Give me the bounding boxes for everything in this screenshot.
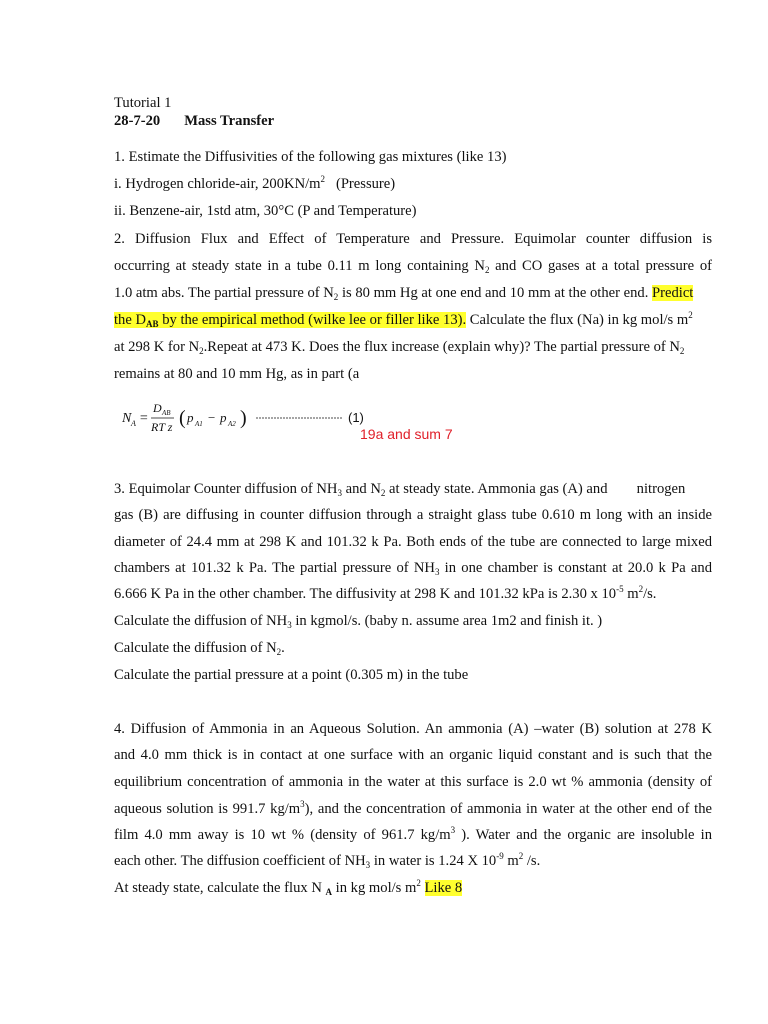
q3-line-2: gas (B) are diffusing in counter diffusion through a straight glass tube 0.610 m long with an inside (114, 507, 712, 523)
q2-line-6: remains at 80 and 10 mm Hg, as in part (a (114, 366, 360, 382)
tutorial-title: Tutorial 1 (114, 95, 172, 111)
svg-text:AB: AB (162, 409, 171, 417)
q4-line-6: each other. The diffusion coefficient of $NH_3$ in water is 1.24 X $10^{-9}$ $m^2$ /s. (114, 851, 541, 870)
q3-line-1: 3. Equimolar Counter diffusion of $NH_3$ and $N_2$ at steady state. Ammonia gas (A) and nitrogen (114, 481, 686, 498)
svg-text:=: = (139, 411, 149, 426)
svg-text:): ) (240, 407, 247, 429)
q4-line-7: At steady state, calculate the flux N $_A$ in kg mol/s $m^2$ Like 8 (114, 878, 463, 897)
svg-text:p: p (187, 410, 194, 425)
q1-item-ii: ii. Benzene-air, 1std atm, 30°C (P and Temperature) (114, 203, 417, 219)
header-line (114, 112, 274, 130)
q2-line-1: 2. Diffusion Flux and Effect of Temperature and Pressure. Equimolar counter diffusion is (114, 231, 712, 247)
q3-line-3: diameter of 24.4 mm at 298 K and 101.32 k Pa. Both ends of the tube are connected to large mixed (114, 534, 712, 550)
svg-text:−: − (208, 410, 216, 425)
svg-text:A2: A2 (228, 420, 236, 428)
q1-intro: 1. Estimate the Diffusivities of the following gas mixtures (like 13) (114, 149, 507, 165)
q4-line-5: film 4.0 mm away is 10 wt % (density of 961.7 $kg/m^3$ ). Water and the organic are insoluble in (114, 825, 712, 843)
annotation-19a: 19a and sum 7 (360, 426, 453, 442)
svg-text:D: D (153, 401, 162, 415)
q4-line-4: aqueous solution is 991.7 $kg/m^3$), and the concentration of ammonia in water at the other end of the (114, 799, 712, 817)
q3-line-8: Calculate the partial pressure at a point (0.305 m) in the tube (114, 667, 469, 683)
svg-text:RT z: RT z (151, 420, 173, 434)
q4-line-3: equilibrium concentration of ammonia in the water at this surface is 2.0 wt % ammonia (density of (114, 774, 712, 790)
q4-line-2: and 4.0 mm thick is in contact at one surface with an organic liquid constant and is such that the (114, 747, 712, 763)
q3-line-6: Calculate the diffusion of $NH_3$ in kgmol/s. (baby n. assume area 1m2 and finish it. ) (114, 613, 603, 630)
q4-line-1: 4. Diffusion of Ammonia in an Aqueous Solution. An ammonia (A) –water (B) solution at 278 K (114, 721, 712, 737)
highlight-predict: Predict (652, 285, 694, 301)
q3-line-5: 6.666 K Pa in the other chamber. The diffusivity at 298 K and 101.32 kPa is 2.30 x $10^{-5}$ $m^2/s$. (114, 584, 657, 602)
q3-line-4: chambers at 101.32 k Pa. The partial pressure of $NH_3$ in one chamber is constant at 20.0 k Pa and (114, 560, 712, 577)
q2-line-2: occurring at steady state in a tube 0.11 m long containing $N_2$ and CO gases at a total pressure of (114, 258, 713, 275)
svg-text:p: p (220, 410, 227, 425)
q2-line-4: the $D_{AB}$ by the empirical method (wilke lee or filler like 13). Calculate the flux (Na) in kg mol/s $m^2$ (114, 310, 693, 329)
svg-text:(: ( (179, 407, 186, 429)
subject-label: Mass Transfer (184, 113, 275, 129)
q1-item-i: i. Hydrogen chloride-air, $200KN/m^2$ (Pressure) (114, 174, 396, 192)
highlight-dab: the $D_{AB}$ by the empirical method (wilke lee or filler like 13). (114, 312, 467, 329)
svg-text:N: N (122, 411, 132, 426)
svg-text:A: A (131, 419, 136, 428)
date-label: 28-7-20 (114, 113, 161, 129)
q3-line-7: Calculate the diffusion of $N_2$. (114, 640, 285, 657)
equation-label: (1) (348, 410, 364, 425)
highlight-like-8: Like 8 (424, 880, 463, 896)
q2-line-5: at 298 K for $N_2.Repeat$ at 473 K. Does the flux increase (explain why)? The partial pressure of $N_2$ (114, 339, 685, 356)
q2-line-3: 1.0 atm abs. The partial pressure of $N_2$ is 80 mm Hg at one end and 10 mm at the other end. Predict (114, 285, 694, 302)
svg-text:A1: A1 (195, 420, 203, 428)
